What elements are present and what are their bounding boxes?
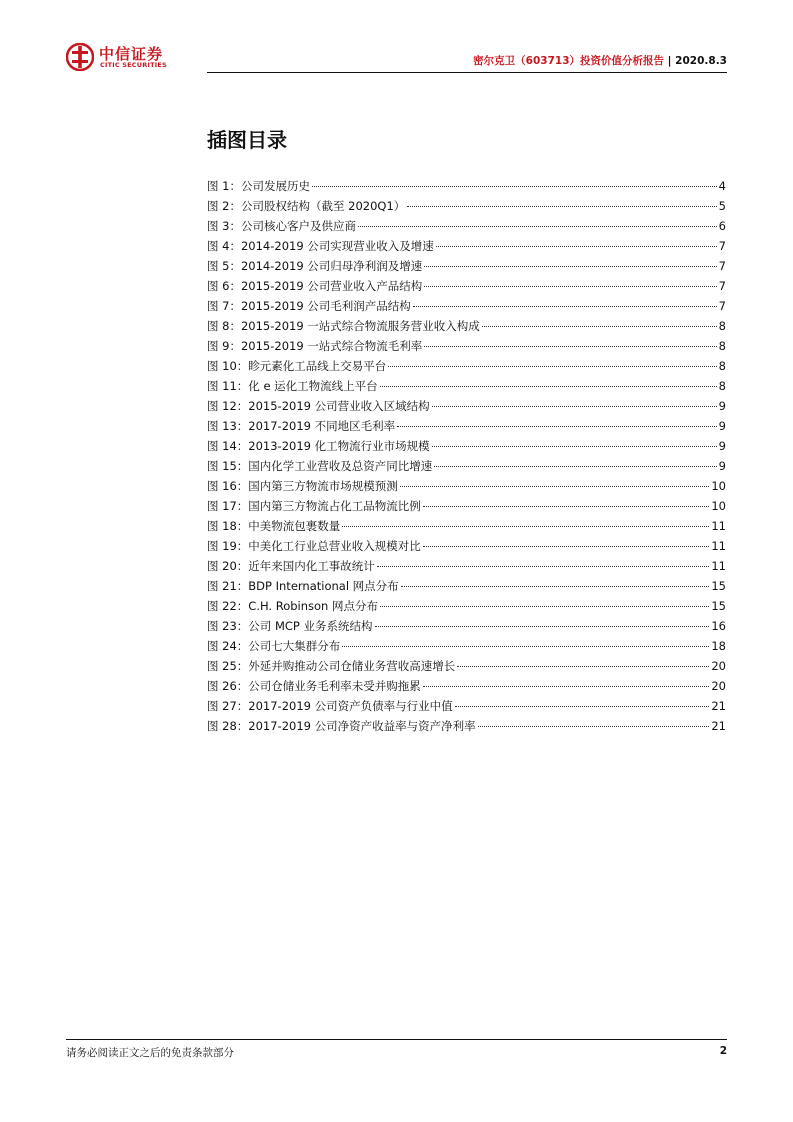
toc-dot-leader <box>377 566 710 567</box>
toc-entry[interactable] <box>207 716 726 736</box>
toc-dot-leader <box>482 326 717 327</box>
report-date: 2020.8.3 <box>675 55 727 67</box>
toc-entry-page: 5 <box>718 199 726 213</box>
toc-entry-page: 11 <box>711 559 726 573</box>
toc-entry[interactable] <box>207 196 726 216</box>
toc-entry-page: 15 <box>711 599 726 613</box>
toc-entry-page: 10 <box>711 479 726 493</box>
toc-entry[interactable] <box>207 476 726 496</box>
citic-logo-icon <box>66 43 94 71</box>
toc-entry-page: 9 <box>718 399 726 413</box>
toc-entry-label: 图 1：公司发展历史 <box>207 179 310 193</box>
toc-entry[interactable] <box>207 396 726 416</box>
toc-entry-label: 图 13：2017-2019 不同地区毛利率 <box>207 419 396 433</box>
toc-entry-label: 图 3：公司核心客户及供应商 <box>207 219 356 233</box>
toc-dot-leader <box>380 606 709 607</box>
toc-entry[interactable] <box>207 376 726 396</box>
toc-dot-leader <box>436 246 717 247</box>
toc-entry[interactable] <box>207 216 726 236</box>
toc-dot-leader <box>424 286 716 287</box>
toc-entry[interactable] <box>207 176 726 196</box>
toc-entry[interactable] <box>207 336 726 356</box>
footer-divider <box>66 1039 727 1040</box>
toc-entry-page: 8 <box>718 339 726 353</box>
toc-entry-page: 15 <box>711 579 726 593</box>
toc-dot-leader <box>424 266 716 267</box>
toc-dot-leader <box>342 646 709 647</box>
footer-disclaimer: 请务必阅读正文之后的免责条款部分 <box>66 1047 234 1059</box>
toc-entry[interactable] <box>207 236 726 256</box>
toc-entry-label: 图 10：眕元素化工品线上交易平台 <box>207 359 387 373</box>
toc-dot-leader <box>413 306 717 307</box>
toc-dot-leader <box>455 706 710 707</box>
logo-chinese-name: 中信证券 <box>99 45 164 63</box>
toc-entry[interactable] <box>207 436 726 456</box>
toc-dot-leader <box>400 486 710 487</box>
toc-entry-label: 图 25：外延并购推动公司仓储业务营收高速增长 <box>207 659 456 673</box>
toc-dot-leader <box>312 186 717 187</box>
toc-entry-label: 图 26：公司仓储业务毛利率未受并购拖累 <box>207 679 421 693</box>
toc-entry-label: 图 24：公司七大集群分布 <box>207 639 341 653</box>
toc-entry-label: 图 2：公司股权结构（截至 2020Q1） <box>207 199 406 213</box>
toc-dot-leader <box>432 406 717 407</box>
page-title: 插图目录 <box>207 128 287 152</box>
toc-entry[interactable] <box>207 596 726 616</box>
toc-entry[interactable] <box>207 516 726 536</box>
toc-entry-label: 图 21：BDP International 网点分布 <box>207 579 399 593</box>
toc-entry-page: 21 <box>711 719 726 733</box>
figure-index-list <box>207 176 726 736</box>
toc-entry-page: 20 <box>711 659 726 673</box>
toc-dot-leader <box>434 466 716 467</box>
toc-entry-page: 4 <box>718 179 726 193</box>
toc-dot-leader <box>388 366 716 367</box>
toc-entry-label: 图 20：近年来国内化工事故统计 <box>207 559 375 573</box>
citic-securities-logo <box>66 42 176 72</box>
toc-entry-page: 9 <box>718 419 726 433</box>
toc-entry[interactable] <box>207 576 726 596</box>
toc-entry-label: 图 12：2015-2019 公司营业收入区域结构 <box>207 399 430 413</box>
toc-entry-label: 图 15：国内化学工业营收及总资产同比增速 <box>207 459 433 473</box>
toc-entry-label: 图 11：化 e 运化工物流线上平台 <box>207 379 378 393</box>
toc-entry-label: 图 18：中美物流包裹数量 <box>207 519 341 533</box>
toc-dot-leader <box>423 506 710 507</box>
toc-entry-label: 图 22：C.H. Robinson 网点分布 <box>207 599 378 613</box>
toc-entry-page: 9 <box>718 459 726 473</box>
toc-entry-page: 18 <box>711 639 726 653</box>
toc-dot-leader <box>432 446 717 447</box>
toc-entry[interactable] <box>207 676 726 696</box>
report-header-info <box>473 53 727 68</box>
toc-dot-leader <box>478 726 710 727</box>
header-separator: | <box>664 55 676 67</box>
toc-entry-page: 20 <box>711 679 726 693</box>
toc-dot-leader <box>457 666 709 667</box>
toc-entry-page: 8 <box>718 319 726 333</box>
toc-entry[interactable] <box>207 356 726 376</box>
toc-entry[interactable] <box>207 276 726 296</box>
toc-entry[interactable] <box>207 256 726 276</box>
toc-entry-label: 图 7：2015-2019 公司毛利润产品结构 <box>207 299 411 313</box>
toc-dot-leader <box>407 206 716 207</box>
toc-dot-leader <box>358 226 717 227</box>
toc-entry[interactable] <box>207 416 726 436</box>
toc-entry[interactable] <box>207 456 726 476</box>
toc-entry-page: 11 <box>711 539 726 553</box>
toc-entry-label: 图 9：2015-2019 一站式综合物流毛利率 <box>207 339 423 353</box>
toc-dot-leader <box>375 626 710 627</box>
toc-entry[interactable] <box>207 656 726 676</box>
toc-entry[interactable] <box>207 556 726 576</box>
toc-entry-page: 11 <box>711 519 726 533</box>
toc-entry[interactable] <box>207 536 726 556</box>
toc-entry-label: 图 6：2015-2019 公司营业收入产品结构 <box>207 279 423 293</box>
toc-entry-page: 7 <box>718 279 726 293</box>
toc-entry[interactable] <box>207 296 726 316</box>
toc-entry-label: 图 17：国内第三方物流占化工品物流比例 <box>207 499 421 513</box>
toc-entry-label: 图 8：2015-2019 一站式综合物流服务营业收入构成 <box>207 319 480 333</box>
header-divider <box>207 72 727 73</box>
toc-dot-leader <box>423 686 710 687</box>
toc-entry-page: 8 <box>718 359 726 373</box>
toc-entry-page: 9 <box>718 439 726 453</box>
toc-entry-page: 8 <box>718 379 726 393</box>
toc-entry-page: 7 <box>718 259 726 273</box>
toc-dot-leader <box>424 346 716 347</box>
toc-entry[interactable] <box>207 636 726 656</box>
report-title: 密尔克卫（603713）投资价值分析报告 <box>473 55 665 67</box>
toc-dot-leader <box>423 546 710 547</box>
toc-entry-label: 图 4：2014-2019 公司实现营业收入及增速 <box>207 239 434 253</box>
toc-dot-leader <box>401 586 710 587</box>
toc-entry-label: 图 5：2014-2019 公司归母净利润及增速 <box>207 259 423 273</box>
toc-entry[interactable] <box>207 696 726 716</box>
toc-dot-leader <box>342 526 709 527</box>
toc-entry-label: 图 27：2017-2019 公司资产负债率与行业中值 <box>207 699 453 713</box>
toc-entry-label: 图 23：公司 MCP 业务系统结构 <box>207 619 373 633</box>
toc-entry-label: 图 19：中美化工行业总营业收入规模对比 <box>207 539 421 553</box>
toc-dot-leader <box>397 426 717 427</box>
toc-entry-label: 图 16：国内第三方物流市场规模预测 <box>207 479 398 493</box>
toc-entry-page: 6 <box>718 219 726 233</box>
toc-entry[interactable] <box>207 316 726 336</box>
toc-entry-label: 图 14：2013-2019 化工物流行业市场规模 <box>207 439 430 453</box>
logo-english-name: CITIC SECURITIES <box>100 61 167 69</box>
toc-entry[interactable] <box>207 496 726 516</box>
page-number: 2 <box>719 1045 727 1057</box>
toc-entry-page: 10 <box>711 499 726 513</box>
toc-entry-page: 16 <box>711 619 726 633</box>
toc-entry-page: 7 <box>718 239 726 253</box>
toc-entry-label: 图 28：2017-2019 公司净资产收益率与资产净利率 <box>207 719 476 733</box>
toc-entry[interactable] <box>207 616 726 636</box>
toc-entry-page: 21 <box>711 699 726 713</box>
toc-entry-page: 7 <box>718 299 726 313</box>
toc-dot-leader <box>380 386 717 387</box>
